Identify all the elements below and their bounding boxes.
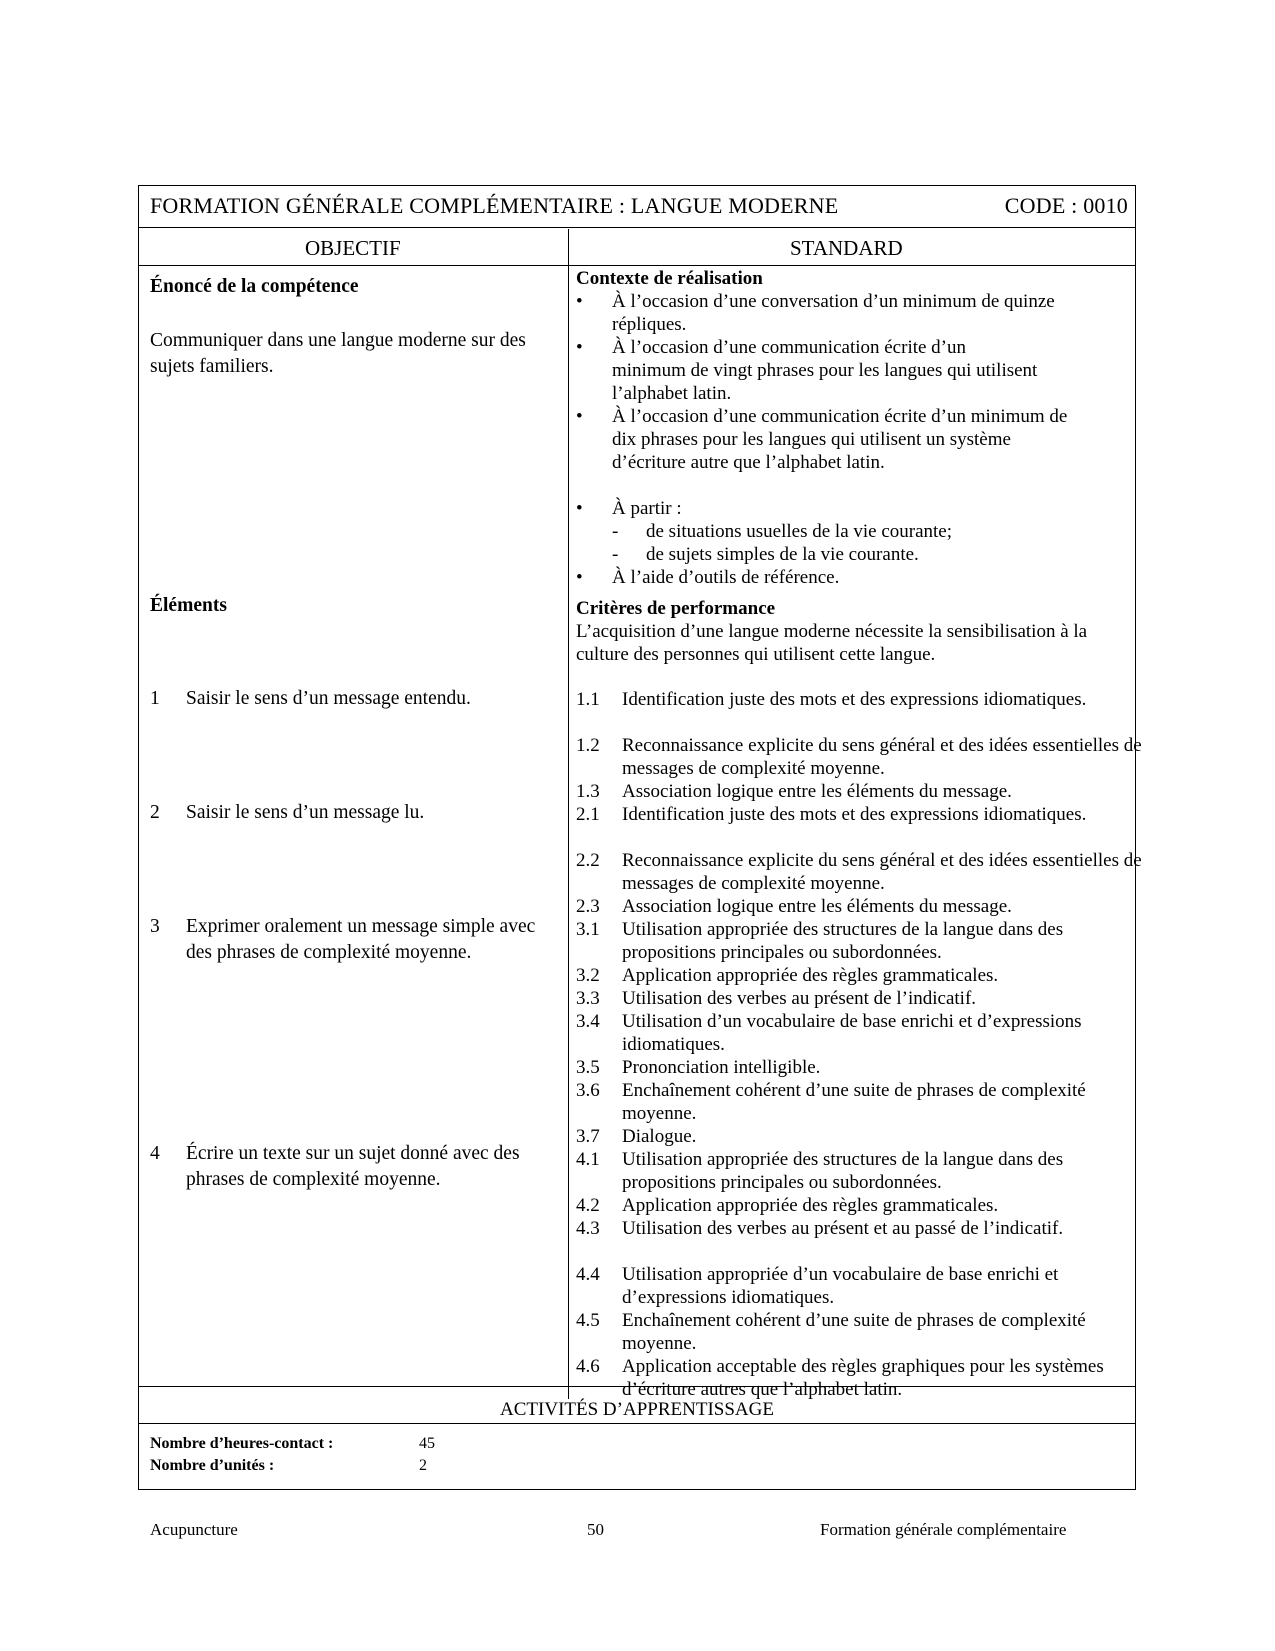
contexte-heading: Contexte de réalisation [576,268,763,289]
critere-number: 4.3 [576,1218,600,1239]
footer-right: Formation générale complémentaire [820,1520,1067,1539]
critere-text: Application acceptable des règles graphiques pour les systèmes d’écriture autres que l’alphabet latin. [622,1356,1104,1400]
document-title: FORMATION GÉNÉRALE COMPLÉMENTAIRE : LANGUE MODERNE [150,193,839,218]
code-label: CODE : 0010 [1004,193,1128,218]
column-divider [568,229,569,1399]
criteres-intro: L’acquisition d’une langue moderne nécessite la sensibilisation à la culture des personnes qui utilisent cette langue. [576,621,1088,665]
criteres-heading: Critères de performance [576,598,776,619]
critere-text: Identification juste des mots et des expressions idiomatiques. [622,804,1087,825]
critere-text: Reconnaissance explicite du sens général et des idées essentielles de messages de complexité moyenne. [622,850,1142,894]
document-title-bar [150,193,1128,225]
hours-value: 45 [419,1435,435,1452]
critere-number: 1.2 [576,735,600,756]
dash-icon: - [612,521,619,542]
element-number: 1 [150,688,160,709]
hours-label: Nombre d’heures-contact : [150,1435,334,1452]
critere-number: 3.7 [576,1126,600,1147]
contexte-text: À partir : [612,498,682,519]
critere-number: 4.2 [576,1195,600,1216]
critere-text: Association logique entre les éléments du message. [622,781,1012,802]
critere-text: Identification juste des mots et des expressions idiomatiques. [622,689,1087,710]
column-head-objectif: OBJECTIF [305,236,401,260]
critere-number: 2.1 [576,804,600,825]
bullet-icon: • [576,337,583,358]
element-text: Exprimer oralement un message simple avec des phrases de complexité moyenne. [186,916,536,963]
critere-number: 3.2 [576,965,600,986]
units-value: 2 [419,1457,427,1474]
critere-text: Utilisation appropriée d’un vocabulaire de base enrichi et d’expressions idiomatiques. [622,1264,1059,1308]
critere-text: Application appropriée des règles grammaticales. [622,965,999,986]
element-number: 3 [150,916,160,937]
contexte-text: À l’occasion d’une conversation d’un minimum de quinze répliques. [612,291,1055,335]
critere-text: Enchaînement cohérent d’une suite de phrases de complexité moyenne. [622,1080,1086,1124]
element-text: Saisir le sens d’un message entendu. [186,688,471,709]
units-label: Nombre d’unités : [150,1457,275,1474]
column-head-standard: STANDARD [790,236,903,260]
critere-text: Utilisation des verbes au présent et au passé de l’indicatif. [622,1218,1064,1239]
contexte-text: À l’aide d’outils de référence. [612,567,840,588]
element-number: 2 [150,802,160,823]
critere-number: 2.2 [576,850,600,871]
critere-number: 3.5 [576,1057,600,1078]
bullet-icon: • [576,498,583,519]
element-number: 4 [150,1143,160,1164]
critere-text: Dialogue. [622,1126,697,1147]
critere-number: 4.4 [576,1264,600,1285]
critere-text: Prononciation intelligible. [622,1057,821,1078]
critere-number: 2.3 [576,896,600,917]
element-text: Écrire un texte sur un sujet donné avec des phrases de complexité moyenne. [186,1143,520,1190]
rule-under-title [138,227,1136,228]
competence-heading: Énoncé de la compétence [150,276,359,297]
critere-text: Application appropriée des règles grammaticales. [622,1195,999,1216]
critere-number: 3.1 [576,919,600,940]
bullet-icon: • [576,406,583,427]
elements-heading: Éléments [150,595,227,616]
critere-text: Utilisation d’un vocabulaire de base enrichi et d’expressions idiomatiques. [622,1011,1082,1055]
competence-text: Communiquer dans une langue moderne sur des sujets familiers. [150,330,526,377]
critere-number: 1.1 [576,689,600,710]
bullet-icon: • [576,567,583,588]
contexte-text: À l’occasion d’une communication écrite d’un minimum de dix phrases pour les langues qui utilisent un système d’écriture autre que l’alphabet latin. [612,406,1068,473]
rule-under-column-heads [138,265,1136,266]
a-partir-text: de situations usuelles de la vie courante; [646,521,953,542]
page-number: 50 [587,1520,604,1539]
critere-number: 4.1 [576,1149,600,1170]
dash-icon: - [612,544,619,565]
a-partir-text: de sujets simples de la vie courante. [646,544,919,565]
activities-heading: ACTIVITÉS D’APPRENTISSAGE [500,1399,774,1420]
critere-text: Utilisation appropriée des structures de la langue dans des propositions principales ou subordonnées. [622,1149,1064,1193]
critere-number: 1.3 [576,781,600,802]
critere-text: Association logique entre les éléments du message. [622,896,1012,917]
critere-number: 3.3 [576,988,600,1009]
footer-left: Acupuncture [150,1520,238,1539]
rule-below-activities [138,1423,1136,1424]
critere-number: 4.5 [576,1310,600,1331]
critere-number: 3.4 [576,1011,600,1032]
critere-text: Enchaînement cohérent d’une suite de phrases de complexité moyenne. [622,1310,1086,1354]
bullet-icon: • [576,291,583,312]
critere-text: Utilisation appropriée des structures de la langue dans des propositions principales ou subordonnées. [622,919,1064,963]
contexte-text: À l’occasion d’une communication écrite d’un minimum de vingt phrases pour les langues qui utilisent l’alphabet latin. [612,337,1038,404]
critere-text: Reconnaissance explicite du sens général et des idées essentielles de messages de complexité moyenne. [622,735,1142,779]
critere-number: 3.6 [576,1080,600,1101]
critere-text: Utilisation des verbes au présent de l’indicatif. [622,988,977,1009]
element-text: Saisir le sens d’un message lu. [186,802,425,823]
critere-number: 4.6 [576,1356,600,1377]
